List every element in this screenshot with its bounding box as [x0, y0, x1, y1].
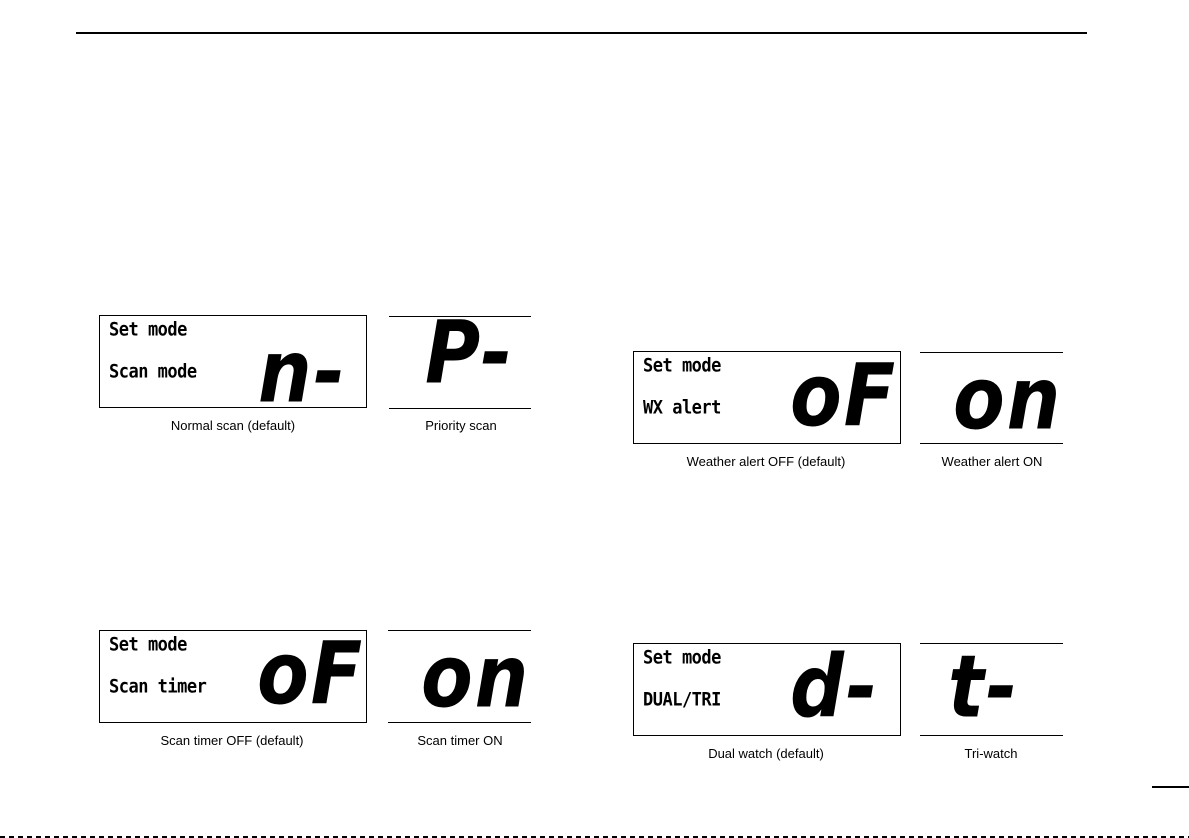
wx-alert-default-caption: Weather alert OFF (default): [686, 454, 846, 469]
wx-alert-default-display: [633, 346, 901, 447]
lcd-line-setting: Scan mode: [109, 360, 197, 383]
lcd-value: t-: [948, 637, 1020, 738]
scan-timer-default-display: [99, 624, 367, 725]
lcd-value: on: [953, 349, 1063, 450]
scan-mode-alt-caption: Priority scan: [425, 418, 497, 433]
lcd-line-set-mode: Set mode: [643, 646, 721, 669]
lcd-line-setting: DUAL/TRI: [643, 688, 721, 711]
scan-timer-alt-caption: Scan timer ON: [417, 733, 503, 748]
lcd-value: d-: [790, 637, 879, 738]
lcd-value: oF: [257, 624, 365, 725]
scan-mode-alt-display: [389, 303, 531, 409]
wx-alert-alt-display: [920, 349, 1063, 450]
scan-timer-alt-display: [388, 627, 531, 728]
lcd-value: P-: [425, 303, 514, 404]
scan-mode-default-display: [99, 315, 367, 423]
lcd-value: n-: [258, 322, 347, 423]
wx-alert-alt-caption: Weather alert ON: [941, 454, 1043, 469]
dual-tri-default-display: [633, 637, 901, 738]
lcd-value: oF: [790, 346, 898, 447]
dual-tri-default-caption: Dual watch (default): [708, 746, 824, 761]
lcd-line-set-mode: Set mode: [109, 633, 187, 656]
lcd-line-set-mode: Set mode: [643, 354, 721, 377]
lcd-value: on: [421, 627, 531, 728]
page-tab-marker: [1152, 786, 1189, 788]
top-rule: [76, 32, 1087, 34]
dual-tri-alt-caption: Tri-watch: [964, 746, 1018, 761]
dual-tri-alt-display: [920, 637, 1063, 738]
lcd-line-set-mode: Set mode: [109, 318, 187, 341]
scan-timer-default-caption: Scan timer OFF (default): [160, 733, 304, 748]
scan-mode-default-caption: Normal scan (default): [170, 418, 296, 433]
lcd-line-setting: Scan timer: [109, 675, 207, 698]
lcd-line-setting: WX alert: [643, 396, 721, 419]
